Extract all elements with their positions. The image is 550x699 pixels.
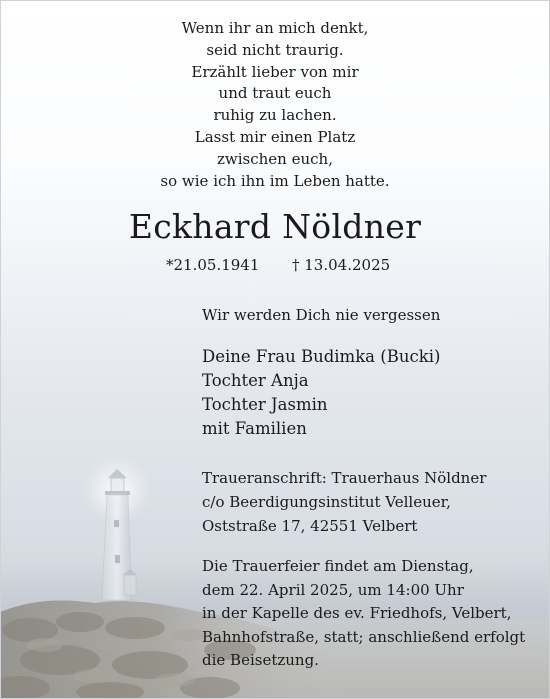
death-date: † 13.04.2025 (292, 256, 391, 274)
motto: Wir werden Dich nie vergessen (202, 306, 441, 324)
birth-date: *21.05.1941 (166, 256, 260, 274)
poem-line: Wenn ihr an mich denkt, (181, 19, 369, 37)
poem-line: und traut euch (218, 84, 332, 103)
family-list (202, 345, 440, 441)
family-member: Deine Frau Budimka (Bucki) (202, 347, 441, 366)
mourning-address (202, 466, 486, 538)
poem-line: seid nicht traurig. (206, 40, 344, 59)
poem-line: Lasst mir einen Platz (194, 127, 356, 146)
family-member: mit Familien (202, 419, 307, 438)
poem-line: Erzählt lieber von mir (191, 62, 359, 81)
family-member: Tochter Jasmin (202, 395, 328, 414)
poem-line: zwischen euch, (217, 149, 333, 168)
ceremony-line: Bahnhofstraße, statt; anschließend erfolgt (202, 627, 526, 646)
ceremony-info (202, 555, 525, 673)
poem-line: ruhig zu lachen. (213, 106, 337, 125)
family-member: Tochter Anja (202, 371, 309, 390)
ceremony-line: die Beisetzung. (202, 651, 319, 670)
ceremony-line: dem 22. April 2025, um 14:00 Uhr (202, 580, 464, 599)
deceased-name: Eckhard Nöldner (128, 207, 422, 246)
ceremony-line: in der Kapelle des ev. Friedhofs, Velbert, (202, 604, 512, 623)
address-line: c/o Beerdigungsinstitut Velleuer, (202, 493, 451, 511)
address-line: Oststraße 17, 42551 Velbert (202, 517, 418, 535)
address-line: Traueranschrift: Trauerhaus Nöldner (202, 469, 487, 487)
poem-line: so wie ich ihn im Leben hatte. (160, 171, 390, 190)
poem (0, 18, 550, 192)
ceremony-line: Die Trauerfeier findet am Dienstag, (202, 557, 474, 575)
